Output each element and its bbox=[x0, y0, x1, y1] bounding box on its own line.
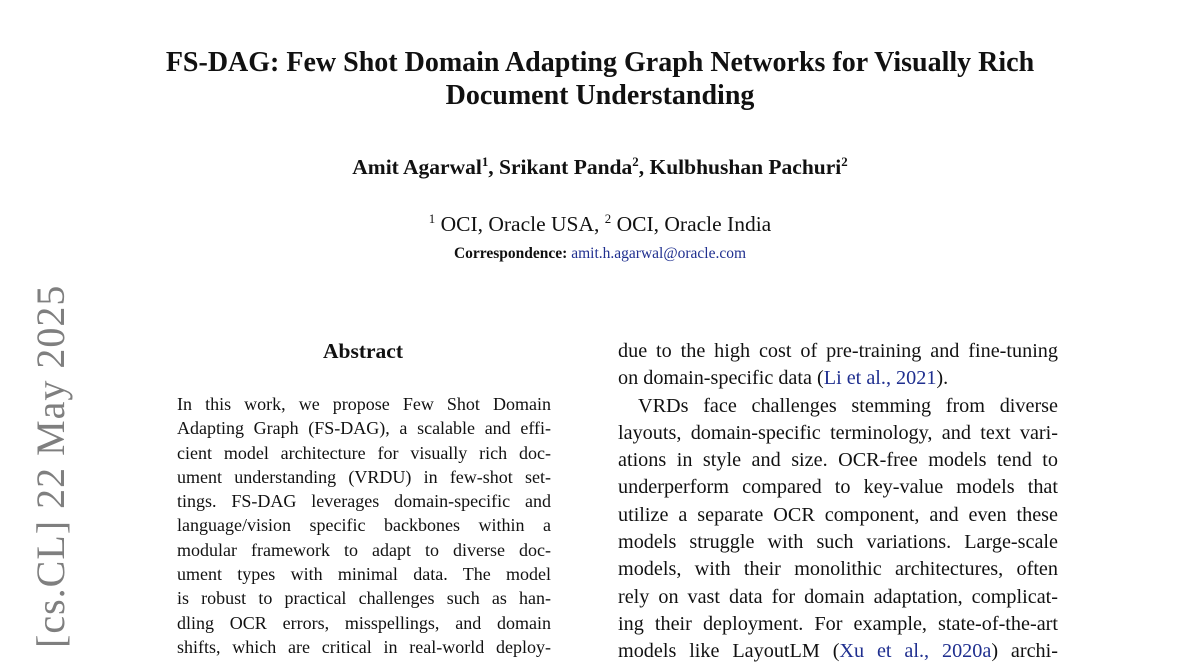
body-line: ing their deployment. For example, state-of-the-art bbox=[618, 612, 1058, 635]
author-list bbox=[140, 152, 1060, 182]
body-line: ations in style and size. OCR-free models tend to bbox=[618, 449, 1058, 472]
abstract-line: tings. FS-DAG leverages domain-specific and bbox=[177, 491, 551, 512]
abstract-line: language/vision specific backbones within a bbox=[177, 515, 551, 536]
abstract-line: is robust to practical challenges such as han- bbox=[177, 588, 551, 609]
citation-link[interactable]: Xu et al., 2020a bbox=[839, 640, 992, 663]
abstract-line: dling OCR errors, misspellings, and domain bbox=[177, 612, 551, 633]
paper-title bbox=[140, 46, 1060, 112]
arxiv-stamp: [cs.CL] 22 May 2025 bbox=[28, 284, 73, 648]
correspondence-label: Correspondence: bbox=[453, 245, 568, 262]
body-text: on domain-specific data ( bbox=[618, 367, 824, 390]
affil-mark: 2 bbox=[604, 211, 612, 226]
abstract-heading: Abstract bbox=[322, 339, 403, 363]
title-line-1: FS-DAG: Few Shot Domain Adapting Graph Networks for Visually Rich bbox=[165, 47, 1035, 78]
abstract-line: ument understanding (VRDU) in few-shot set- bbox=[177, 466, 551, 487]
body-line bbox=[618, 638, 1058, 665]
affil-text: OCI, Oracle USA, bbox=[435, 212, 605, 236]
abstract-line: In this work, we propose Few Shot Domain bbox=[177, 394, 551, 414]
body-line: underperform compared to key-value models that bbox=[618, 476, 1058, 499]
body-line: rely on vast data for domain adaptation, complicat- bbox=[618, 585, 1058, 608]
body-line: models, with their monolithic architectures, often bbox=[618, 558, 1058, 581]
author-separator: , bbox=[638, 155, 650, 179]
body-line: layouts, domain-specific terminology, and text vari- bbox=[618, 421, 1058, 444]
body-line: models struggle with such variations. Large-scale bbox=[618, 531, 1058, 554]
body-line bbox=[618, 365, 1058, 392]
body-line: VRDs face challenges stemming from diverse bbox=[638, 394, 1058, 417]
abstract-line: cient model architecture for visually rich doc- bbox=[177, 442, 551, 463]
abstract-line: Adapting Graph (FS-DAG), a scalable and effi- bbox=[177, 418, 551, 439]
body-text: models like LayoutLM ( bbox=[618, 640, 840, 663]
author-name: Kulbhushan Pachuri bbox=[649, 155, 842, 179]
abstract-body bbox=[177, 392, 551, 659]
affil-mark: 1 bbox=[428, 211, 436, 226]
title-line-2: Document Understanding bbox=[445, 80, 755, 111]
body-line: utilize a separate OCR component, and even these bbox=[618, 503, 1058, 526]
author-affil-mark: 1 bbox=[481, 154, 489, 169]
correspondence-email-link[interactable]: amit.h.agarwal@oracle.com bbox=[571, 245, 747, 262]
author-name: Amit Agarwal bbox=[352, 155, 482, 179]
abstract-line: shifts, which are critical in real-world deploy- bbox=[177, 636, 551, 657]
author-name: Srikant Panda bbox=[499, 155, 633, 179]
body-text: ). bbox=[936, 367, 949, 390]
intro-body bbox=[618, 338, 1058, 666]
author-separator: , bbox=[488, 155, 500, 179]
body-line: due to the high cost of pre-training and fine-tuning bbox=[618, 340, 1058, 362]
abstract-line: ument types with minimal data. The model bbox=[177, 564, 551, 585]
abstract-line: modular framework to adapt to diverse doc- bbox=[177, 539, 551, 560]
citation-link[interactable]: Li et al., 2021 bbox=[823, 367, 937, 390]
author-affil-mark: 2 bbox=[841, 154, 848, 169]
affil-text: OCI, Oracle India bbox=[611, 212, 772, 236]
affiliations bbox=[140, 209, 1060, 239]
body-text: ) archi- bbox=[991, 640, 1058, 663]
correspondence bbox=[140, 243, 1060, 265]
author-affil-mark: 2 bbox=[632, 154, 639, 169]
